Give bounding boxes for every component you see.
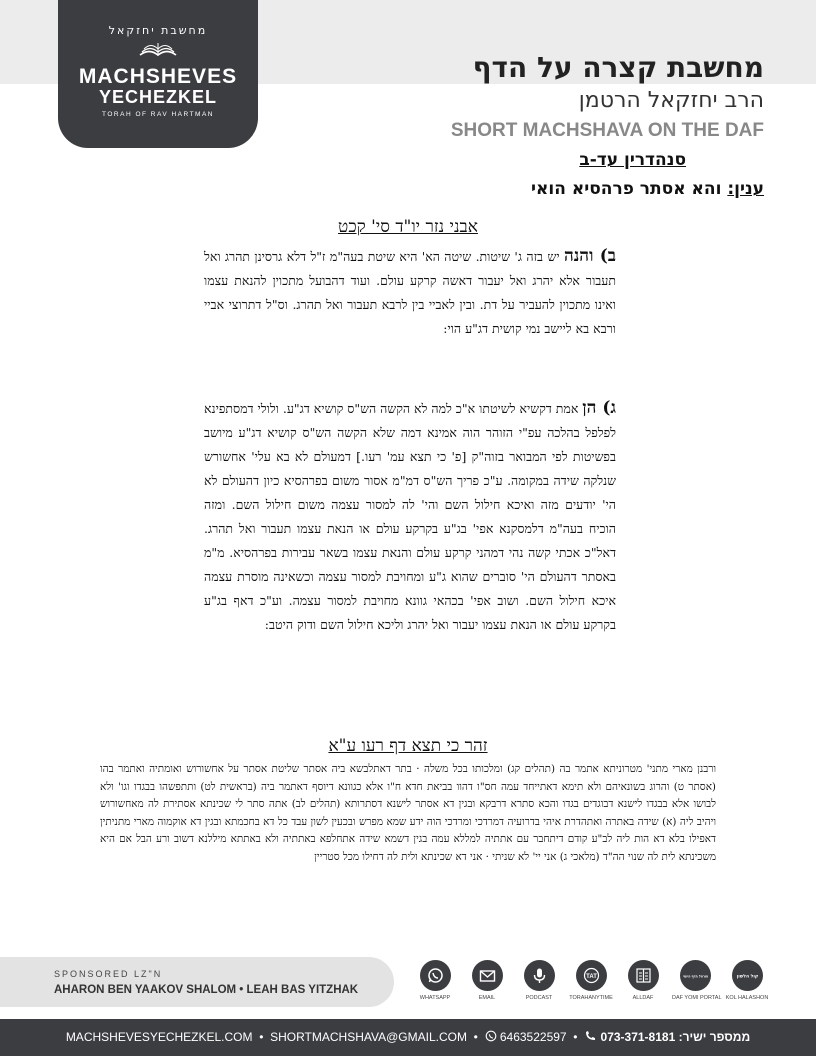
logo-line2: YECHEZKEL (98, 87, 217, 107)
podcast-icon (531, 967, 548, 984)
separator: • (569, 1030, 581, 1044)
source1-paragraph-1 (204, 244, 616, 341)
link-label: PODCAST (525, 995, 553, 1001)
subject-line (531, 179, 764, 199)
source1-para2-lead: ג) הן (582, 398, 616, 418)
podcast-link[interactable] (516, 960, 562, 1001)
email-link[interactable] (464, 960, 510, 1001)
source2-heading: זהר כי תצא דף רעו ע"א (328, 736, 488, 756)
source2-text: ורבנן מארי מתני' מטרוניתא אתמר בה (תהלים קג) ומלכותו בכל משלה · בתר דאתלבשא ביה אסתר שליטת אסתר על אחשורוש ואומתיה ואתמר בהו (אסתר ט) והרוג בשונאיהם ולא תימא דאתייחד עמה חס"ו דהוו בביאת חדא ח"ו אלא כגוונא דיוסף דאתמר ביה (בראשית לט) ותתפשהו בבגדו וגו' ולא לבושו אלא בבגדו לישנא דבוגדים בגדו והכא סתרא דרבקא ובגין דא אסתר לישנא דסתרותא (תהלים לב) אתה סתר לי שכינתא אסתירת לה מאחשורוש ויהיב ליה (א) שידה באתרה ואתהדרת איהי בדרועיה דמרדכי ומרדכי הוה ידע שמא מפרש ובכעין לשון עבד כל דא בחכמתא ובגין דא אוקמוה מארי מתניתין דאפילו בלא דא הות ליה לב"ע קודם דיתחבר עם אתתיה למללא עמה בגין דשמא שידה אתחלפא באתתיה ולא באתתא מיללנא דשוב ורע הבל אם היא משכינתא לית לה שנוי הה"ד (מלאכי ג) אני יי' לא שניתי · אני דא שכינתא ולית לה דחילו מכל סטריין (100, 763, 716, 863)
source1-heading: אבני נזר יו"ד סי' קכט (338, 217, 478, 237)
daf-yomi-portal-icon (682, 967, 708, 984)
link-icons (410, 960, 780, 1008)
whatsapp-icon (485, 1030, 497, 1042)
source1-paragraph-2 (204, 396, 616, 637)
subject-text: והא אסתר פרהסיא הואי (531, 179, 728, 199)
logo-line1: MACHSHEVES (78, 65, 238, 88)
website-link[interactable]: MACHSHEVESYECHEZKEL.COM (65, 1030, 253, 1044)
separator: • (255, 1030, 267, 1044)
source1-para2-text: אמת דקשיא לשיטתו א"כ למה לא הקשה הש"ס קושיא דג"ע. ולולי דמסתפינא לפלפל בהלכה עפ"י הזוהר הוה אמינא דמה שלא הקשה הש"ס קושיא דג"ע מיושב בפשיטות לפי המבואר בזוה"ק [פ' כי תצא עמ' רעו.] דמעולם לא בא עלי' אחשורש שנלקה שידה במקומה. ע"כ פריך הש"ס דמ"מ אסור משום בפרהסיא כיון דהעולם לא הי' יודעים מזה ואיכא חילול השם והי' לה למסור עצמה משום חילול השם. ומזה הוכיח בעה"מ דלמסקנא אפי' בג"ע בקרקע עולם או הנאת עצמו תעבור ואל תהרג. דאל"כ אכתי קשה נהי דמהני קרקע עולם והנאת עצמו בשאר עבירות בפרהסיא. מ"מ באסתר דהעולם הי' סוברים שהוא ג"ע ומחויבת למסור עצמה וכשאינה מוסרת עצמה איכא חילול השם. ושוב אפי' בכהאי גוונא מחויבת למסור עצמה. וע"כ דאף בג"ע בקרקע עולם או הנאת עצמו יעבור ואל יהרג וליכא חילול השם ודוק היטב: (204, 401, 616, 632)
link-label: EMAIL (478, 995, 496, 1001)
source1-para1-lead: ב) והנה (563, 246, 616, 266)
link-label: TORAHANYTIME (569, 995, 613, 1001)
link-label: KOL HALASHON (725, 995, 769, 1001)
logo-hebrew-text: מחשבת יחזקאל (108, 24, 208, 37)
logo-tagline: TORAH OF RAV HARTMAN (102, 111, 214, 118)
direct-number-label: :ממספר ישיר (678, 1030, 751, 1044)
footer-bar (0, 1019, 816, 1056)
torahanytime-link[interactable] (568, 960, 614, 1001)
open-book-icon (138, 39, 178, 59)
phone-number[interactable]: 073-371-8181 (600, 1030, 676, 1044)
daf-reference: סנהדרין עד-ב (579, 150, 686, 170)
source1-para1-text: יש בזה ג' שיטות. שיטה הא' היא שיטת בעה"מ ז"ל דלא גרסינן תהרג ואל תעבור אלא יהרג ואל יעבור דאשה קרקע עולם. ועוד דהבועל מתכוין להנאת עצמו ואינו מתכוין להעביר על דת. ובין לאביי בין לרבא תעבור ואל תהרג. וס"ל דתרוצי אביי ורבא בא ליישב נמי קושית דג"ע הוי: (204, 249, 616, 336)
logo (58, 0, 258, 148)
email-address-link[interactable]: SHORTMACHSHAVA@GMAIL.COM (270, 1030, 467, 1044)
whatsapp-link[interactable] (412, 960, 458, 1001)
alldaf-link[interactable] (620, 960, 666, 1001)
kol-halashon-glyph: קול הלשון (736, 974, 758, 980)
alldaf-icon (635, 967, 652, 984)
page-title-hebrew: מחשבת קצרה על הדף (472, 51, 764, 84)
author-name: הרב יחזקאל הרטמן (578, 88, 764, 113)
torahanytime-icon (583, 967, 600, 984)
email-icon (479, 967, 496, 984)
torahanytime-glyph: TAT (585, 974, 597, 980)
subject-label: ענין: (727, 179, 764, 199)
separator: • (470, 1030, 482, 1044)
daf-yomi-portal-glyph: פורטל הדף היומי (682, 974, 708, 979)
footer-contact-line (0, 1019, 816, 1056)
link-label: DAF YOMI PORTAL (672, 995, 722, 1001)
sponsor-label: SPONSORED LZ"N (54, 969, 163, 979)
sponsor-banner (0, 957, 394, 1007)
kol-halashon-icon (736, 967, 758, 984)
link-label: WHATSAPP (419, 995, 451, 1001)
phone-icon (584, 1030, 597, 1042)
daf-yomi-portal-link[interactable] (672, 960, 722, 1001)
page-title-english: SHORT MACHSHAVA ON THE DAF (450, 120, 764, 141)
whatsapp-icon (427, 967, 444, 984)
sponsor-names: AHARON BEN YAAKOV SHALOM • LEAH BAS YITZHAK (54, 984, 359, 996)
header-titles (451, 50, 764, 144)
whatsapp-number[interactable]: 6463522597 (499, 1030, 567, 1044)
link-label: ALLDAF (632, 995, 654, 1001)
kol-halashon-link[interactable] (724, 960, 770, 1001)
